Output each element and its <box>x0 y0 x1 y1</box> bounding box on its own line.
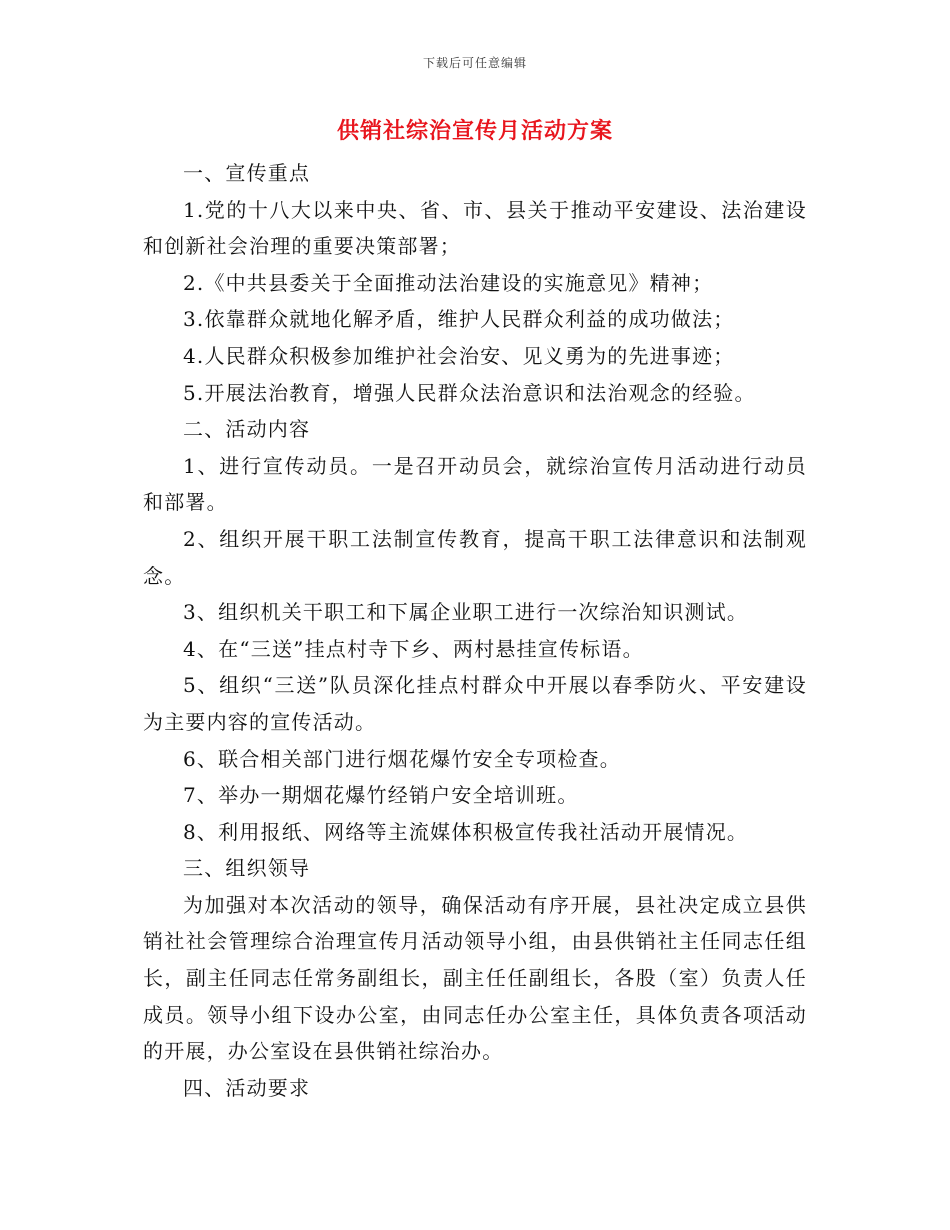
paragraph: 6、联合相关部门进行烟花爆竹安全专项检查。 <box>183 746 621 771</box>
document-title: 供销社综治宣传月活动方案 <box>336 118 613 144</box>
paragraph: 8、利用报纸、网络等主流媒体积极宣传我社活动开展情况。 <box>183 819 749 844</box>
paragraph: 3.依靠群众就地化解矛盾，维护人民群众利益的成功做法； <box>183 307 735 332</box>
paragraph: 4、在“三送”挂点村寺下乡、两村悬挂宣传标语。 <box>183 636 644 661</box>
paragraph: 2.《中共县委关于全面推动法治建设的实施意见》精神； <box>183 270 714 295</box>
paragraph: 4.人民群众积极参加维护社会治安、见义勇为的先进事迹； <box>183 343 735 368</box>
paragraph: 1、进行宣传动员。一是召开动员会，就综治宣传月活动进行动员和部署。 <box>143 453 807 515</box>
paragraph: 5、组织“三送”队员深化挂点村群众中开展以春季防火、平安建设为主要内容的宣传活动。 <box>143 673 807 734</box>
section-heading-publicity-focus: 一、宣传重点 <box>183 161 311 185</box>
paragraph: 2、组织开展干职工法制宣传教育，提高干职工法律意识和法制观念。 <box>143 526 807 588</box>
paragraph: 1.党的十八大以来中央、省、市、县关于推动平安建设、法治建设和创新社会治理的重要决策部署； <box>143 197 807 259</box>
section-heading-activity-content: 二、活动内容 <box>183 417 311 442</box>
paragraph: 3、组织机关干职工和下属企业职工进行一次综治知识测试。 <box>183 600 749 625</box>
header-note: 下载后可任意编辑 <box>422 56 527 70</box>
paragraph: 7、举办一期烟花爆竹经销户安全培训班。 <box>183 783 579 808</box>
document-body <box>143 155 807 1106</box>
section-heading-requirements: 四、活动要求 <box>183 1075 311 1100</box>
section-heading-organization: 三、组织领导 <box>183 856 311 881</box>
paragraph: 为加强对本次活动的领导，确保活动有序开展，县社决定成立县供销社社会管理综合治理宣传月活动领导小组，由县供销社主任同志任组长，副主任同志任常务副组长，副主任任副组长，各股（室）负责人任成员。领导小组下设办公室，由同志任办公室主任，具体负责各项活动的开展，办公室设在县供销社综治办。 <box>143 892 807 1064</box>
paragraph: 5.开展法治教育，增强人民群众法治意识和法治观念的经验。 <box>183 380 756 405</box>
